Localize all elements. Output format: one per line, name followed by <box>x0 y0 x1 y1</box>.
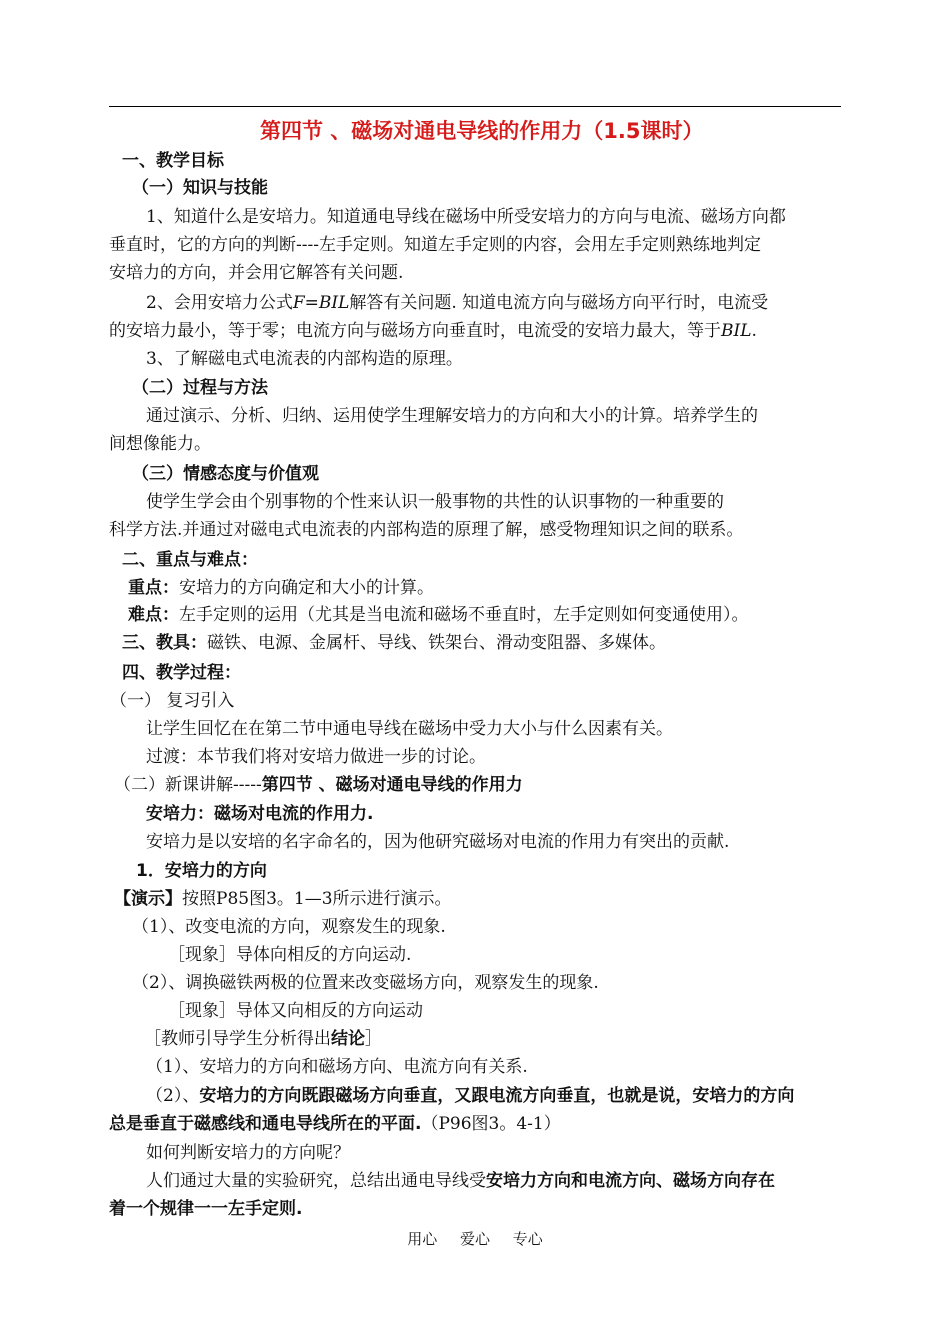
footer-text: 专心 <box>512 1230 543 1248</box>
step-heading: （一） 复习引入 <box>110 691 235 711</box>
difficult-point: 难点：左手定则的运用（尤其是当电流和磁场不垂直时，左手定则如何变通使用）。 <box>128 605 749 625</box>
paragraph-line: 过渡：本节我们将对安培力做进一步的讨论。 <box>146 747 486 767</box>
paragraph-line: 如何判断安培力的方向呢？ <box>146 1143 350 1163</box>
key-point: 重点：安培力的方向确定和大小的计算。 <box>128 578 434 598</box>
section-heading-tools: 三、教具：磁铁、电源、金属杆、导线、铁架台、滑动变阻器、多媒体。 <box>122 633 666 653</box>
demo-line: 【演示】按照P85图3。1—3所示进行演示。 <box>114 889 452 909</box>
paragraph-line: 的安培力最小，等于零；电流方向与磁场方向垂直时，电流受的安培力最大，等于BIL. <box>109 321 757 341</box>
header-rule <box>109 106 841 107</box>
phenomenon: ［现象］导体向相反的方向运动. <box>168 945 412 965</box>
section-heading-keypoints: 二、重点与难点： <box>122 550 258 570</box>
paragraph-line: 安培力是以安培的名字命名的，因为他研究磁场对电流的作用力有突出的贡献. <box>146 832 730 852</box>
paragraph-line: 使学生学会由个别事物的个性来认识一般事物的共性的认识事物的一种重要的 <box>146 492 724 512</box>
formula: BIL <box>721 321 752 341</box>
page-footer <box>0 1228 950 1249</box>
paragraph-line: （2）、调换磁铁两极的位置来改变磁场方向，观察发生的现象. <box>132 973 599 993</box>
paragraph-line: 2、会用安培力公式F=BIL解答有关问题. 知道电流方向与磁场方向平行时，电流受 <box>146 293 769 313</box>
paragraph-line: （1）、改变电流的方向，观察发生的现象. <box>132 917 446 937</box>
paragraph-line: 3、了解磁电式电流表的内部构造的原理。 <box>146 349 463 369</box>
paragraph-line: 间想像能力。 <box>109 434 211 454</box>
conclusion-line: 总是垂直于磁感线和通电导线所在的平面.（P96图3。4-1） <box>109 1114 561 1134</box>
subheading-attitude: （三）情感态度与价值观 <box>132 464 319 484</box>
phenomenon: ［现象］导体又向相反的方向运动 <box>168 1001 423 1021</box>
paragraph-line: 1、知道什么是安培力。知道通电导线在磁场中所受安培力的方向与电流、磁场方向都 <box>146 207 786 227</box>
paragraph-line: 通过演示、分析、归纳、运用使学生理解安培力的方向和大小的计算。培养学生的 <box>146 406 758 426</box>
section-heading-objectives: 一、教学目标 <box>122 151 224 171</box>
step-heading: （二）新课讲解-----第四节 、磁场对通电导线的作用力 <box>114 775 523 795</box>
paragraph-line: 科学方法.并通过对磁电式电流表的内部构造的原理了解，感受物理知识之间的联系。 <box>109 520 744 540</box>
paragraph-line: ［教师引导学生分析得出结论］ <box>144 1029 382 1049</box>
subheading-direction: 1．安培力的方向 <box>136 861 267 881</box>
page-title: 第四节 、磁场对通电导线的作用力（1.5课时） <box>260 119 704 143</box>
conclusion-line: （2）、安培力的方向既跟磁场方向垂直，又跟电流方向垂直，也就是说，安培力的方向 <box>146 1086 795 1106</box>
conclusion-line: （1）、安培力的方向和磁场方向、电流方向有关系. <box>146 1057 528 1077</box>
paragraph-line: 垂直时，它的方向的判断----左手定则。知道左手定则的内容，会用左手定则熟练地判定 <box>109 235 761 255</box>
paragraph-line: 着一个规律一一左手定则. <box>109 1199 303 1219</box>
subheading-process: （二）过程与方法 <box>132 378 268 398</box>
paragraph-line: 安培力的方向，并会用它解答有关问题. <box>109 263 404 283</box>
definition: 安培力：磁场对电流的作用力. <box>146 804 374 824</box>
paragraph-line: 人们通过大量的实验研究，总结出通电导线受安培力方向和电流方向、磁场方向存在 <box>146 1171 775 1191</box>
paragraph-line: 让学生回忆在在第二节中通电导线在磁场中受力大小与什么因素有关。 <box>146 719 673 739</box>
footer-text: 爱心 <box>459 1230 490 1248</box>
subheading-knowledge: （一）知识与技能 <box>132 178 268 198</box>
formula: F=BIL <box>292 293 350 313</box>
section-heading-process: 四、教学过程： <box>122 663 241 683</box>
footer-text: 用心 <box>407 1230 438 1248</box>
